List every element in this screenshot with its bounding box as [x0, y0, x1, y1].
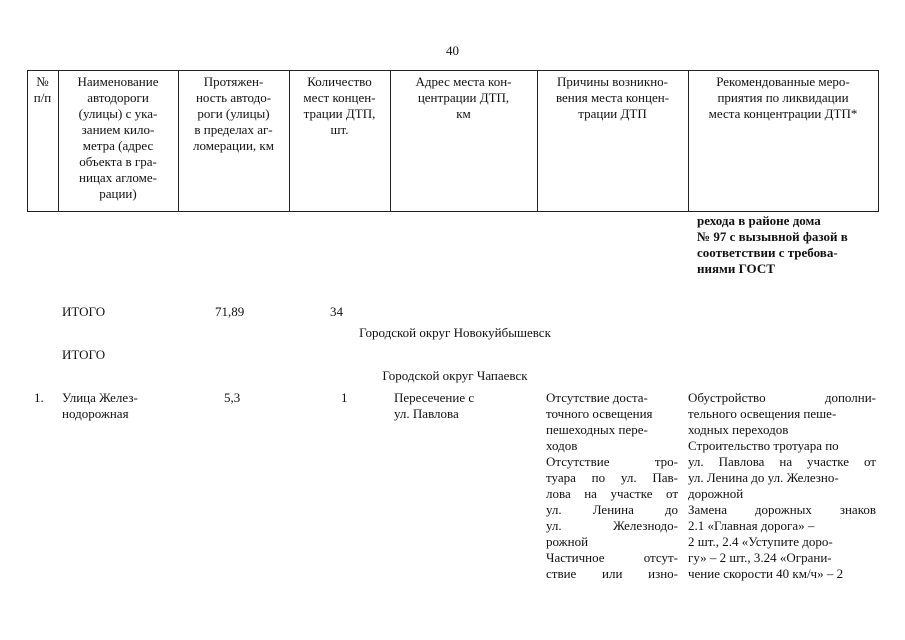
cell-line: ул. Павлова на участке от	[688, 454, 876, 469]
header-line: метра (адрес	[82, 138, 154, 153]
header-line: места концентрации ДТП*	[708, 106, 858, 121]
cell-line: ул. Павлова	[394, 406, 459, 421]
cell-line: ул. Ленина до ул. Железно-	[688, 470, 839, 485]
header-line: км	[456, 106, 471, 121]
cell-line: Замена дорожных знаков	[688, 502, 876, 517]
section-title: Городской округ Чапаевск	[382, 368, 528, 383]
continuation-line: соответствии с требова-	[697, 245, 838, 260]
cell-line: ствие или изно-	[546, 566, 678, 581]
header-line: Количество	[307, 74, 372, 89]
continuation-text	[697, 213, 877, 277]
cell-line: туара по ул. Пав-	[546, 470, 678, 485]
header-line: Протяжен-	[203, 74, 264, 89]
header-line: ломерации, км	[193, 138, 274, 153]
continuation-line: № 97 с вызывной фазой в	[697, 229, 848, 244]
header-line: (улицы) с ука-	[78, 106, 158, 121]
continuation-line: рехода в районе дома	[697, 213, 821, 228]
cell-line: Частичное отсут-	[546, 550, 678, 565]
cell-line: Улица Желез-	[62, 390, 138, 405]
header-line: п/п	[33, 90, 52, 105]
row-length: 5,3	[224, 390, 241, 405]
header-causes	[537, 74, 688, 122]
cell-line: Строительство тротуара по	[688, 438, 839, 453]
header-line: №	[36, 74, 49, 89]
cell-line: ул. Ленина до	[546, 502, 678, 517]
header-line: Адрес места кон-	[415, 74, 512, 89]
header-line: ницах агломе-	[79, 170, 157, 185]
header-line: рации)	[99, 186, 137, 201]
page-number: 40	[446, 43, 459, 58]
cell-line: дорожной	[688, 486, 744, 501]
cell-line: рожной	[546, 534, 589, 549]
row-road-name	[62, 390, 174, 422]
header-line: ность автодо-	[195, 90, 272, 105]
cell-line: 2 шт., 2.4 «Уступите доро-	[688, 534, 833, 549]
col-divider	[878, 70, 879, 212]
cell-line: Обустройство дополни-	[688, 390, 876, 405]
header-line: трации ДТП	[578, 106, 647, 121]
total-label: ИТОГО	[62, 347, 106, 362]
cell-line: лова на участке от	[546, 486, 678, 501]
table-bottom-border	[27, 211, 879, 212]
header-address	[390, 74, 537, 122]
header-line: в пределах аг-	[194, 122, 273, 137]
cell-line: Отсутствие доста-	[546, 390, 648, 405]
header-line: роги (улицы)	[197, 106, 270, 121]
row-count: 1	[341, 390, 348, 405]
header-line: вения места концен-	[555, 90, 670, 105]
header-count	[289, 74, 390, 138]
cell-line: тельного освещения пеше-	[688, 406, 837, 421]
row-address	[394, 390, 534, 422]
cell-line: 2.1 «Главная дорога» –	[688, 518, 815, 533]
table-top-border	[27, 70, 879, 71]
header-line: мест концен-	[303, 90, 376, 105]
total-count: 34	[330, 304, 343, 319]
section-title: Городской округ Новокуйбышевск	[359, 325, 551, 340]
header-line: приятия по ликвидации	[717, 90, 849, 105]
header-line: занием кило-	[81, 122, 155, 137]
header-measures	[688, 74, 878, 122]
header-line: Наименование	[77, 74, 159, 89]
cell-line: чение скорости 40 км/ч» – 2	[688, 566, 844, 581]
row-causes	[546, 390, 678, 582]
cell-line: ул. Железнодо-	[546, 518, 678, 533]
header-line: автодороги	[87, 90, 149, 105]
header-road-name	[58, 74, 178, 202]
header-line: трации ДТП,	[303, 106, 376, 121]
cell-line: ходов	[546, 438, 578, 453]
total-length: 71,89	[215, 304, 245, 319]
header-line: шт.	[330, 122, 349, 137]
header-line: Рекомендованные меро-	[716, 74, 850, 89]
total-label: ИТОГО	[62, 304, 106, 319]
cell-line: пешеходных пере-	[546, 422, 648, 437]
cell-line: нодорожная	[62, 406, 129, 421]
header-line: Причины возникно-	[557, 74, 668, 89]
row-number: 1.	[34, 390, 44, 405]
cell-line: точного освещения	[546, 406, 653, 421]
header-line: объекта в гра-	[79, 154, 157, 169]
header-line: центрации ДТП,	[417, 90, 510, 105]
cell-line: гу» – 2 шт., 3.24 «Ограни-	[688, 550, 832, 565]
header-length	[178, 74, 289, 154]
cell-line: Отсутствие тро-	[546, 454, 678, 469]
continuation-line: ниями ГОСТ	[697, 261, 775, 276]
header-num	[27, 74, 58, 106]
cell-line: Пересечение с	[394, 390, 475, 405]
row-measures	[688, 390, 876, 582]
cell-line: ходных переходов	[688, 422, 789, 437]
